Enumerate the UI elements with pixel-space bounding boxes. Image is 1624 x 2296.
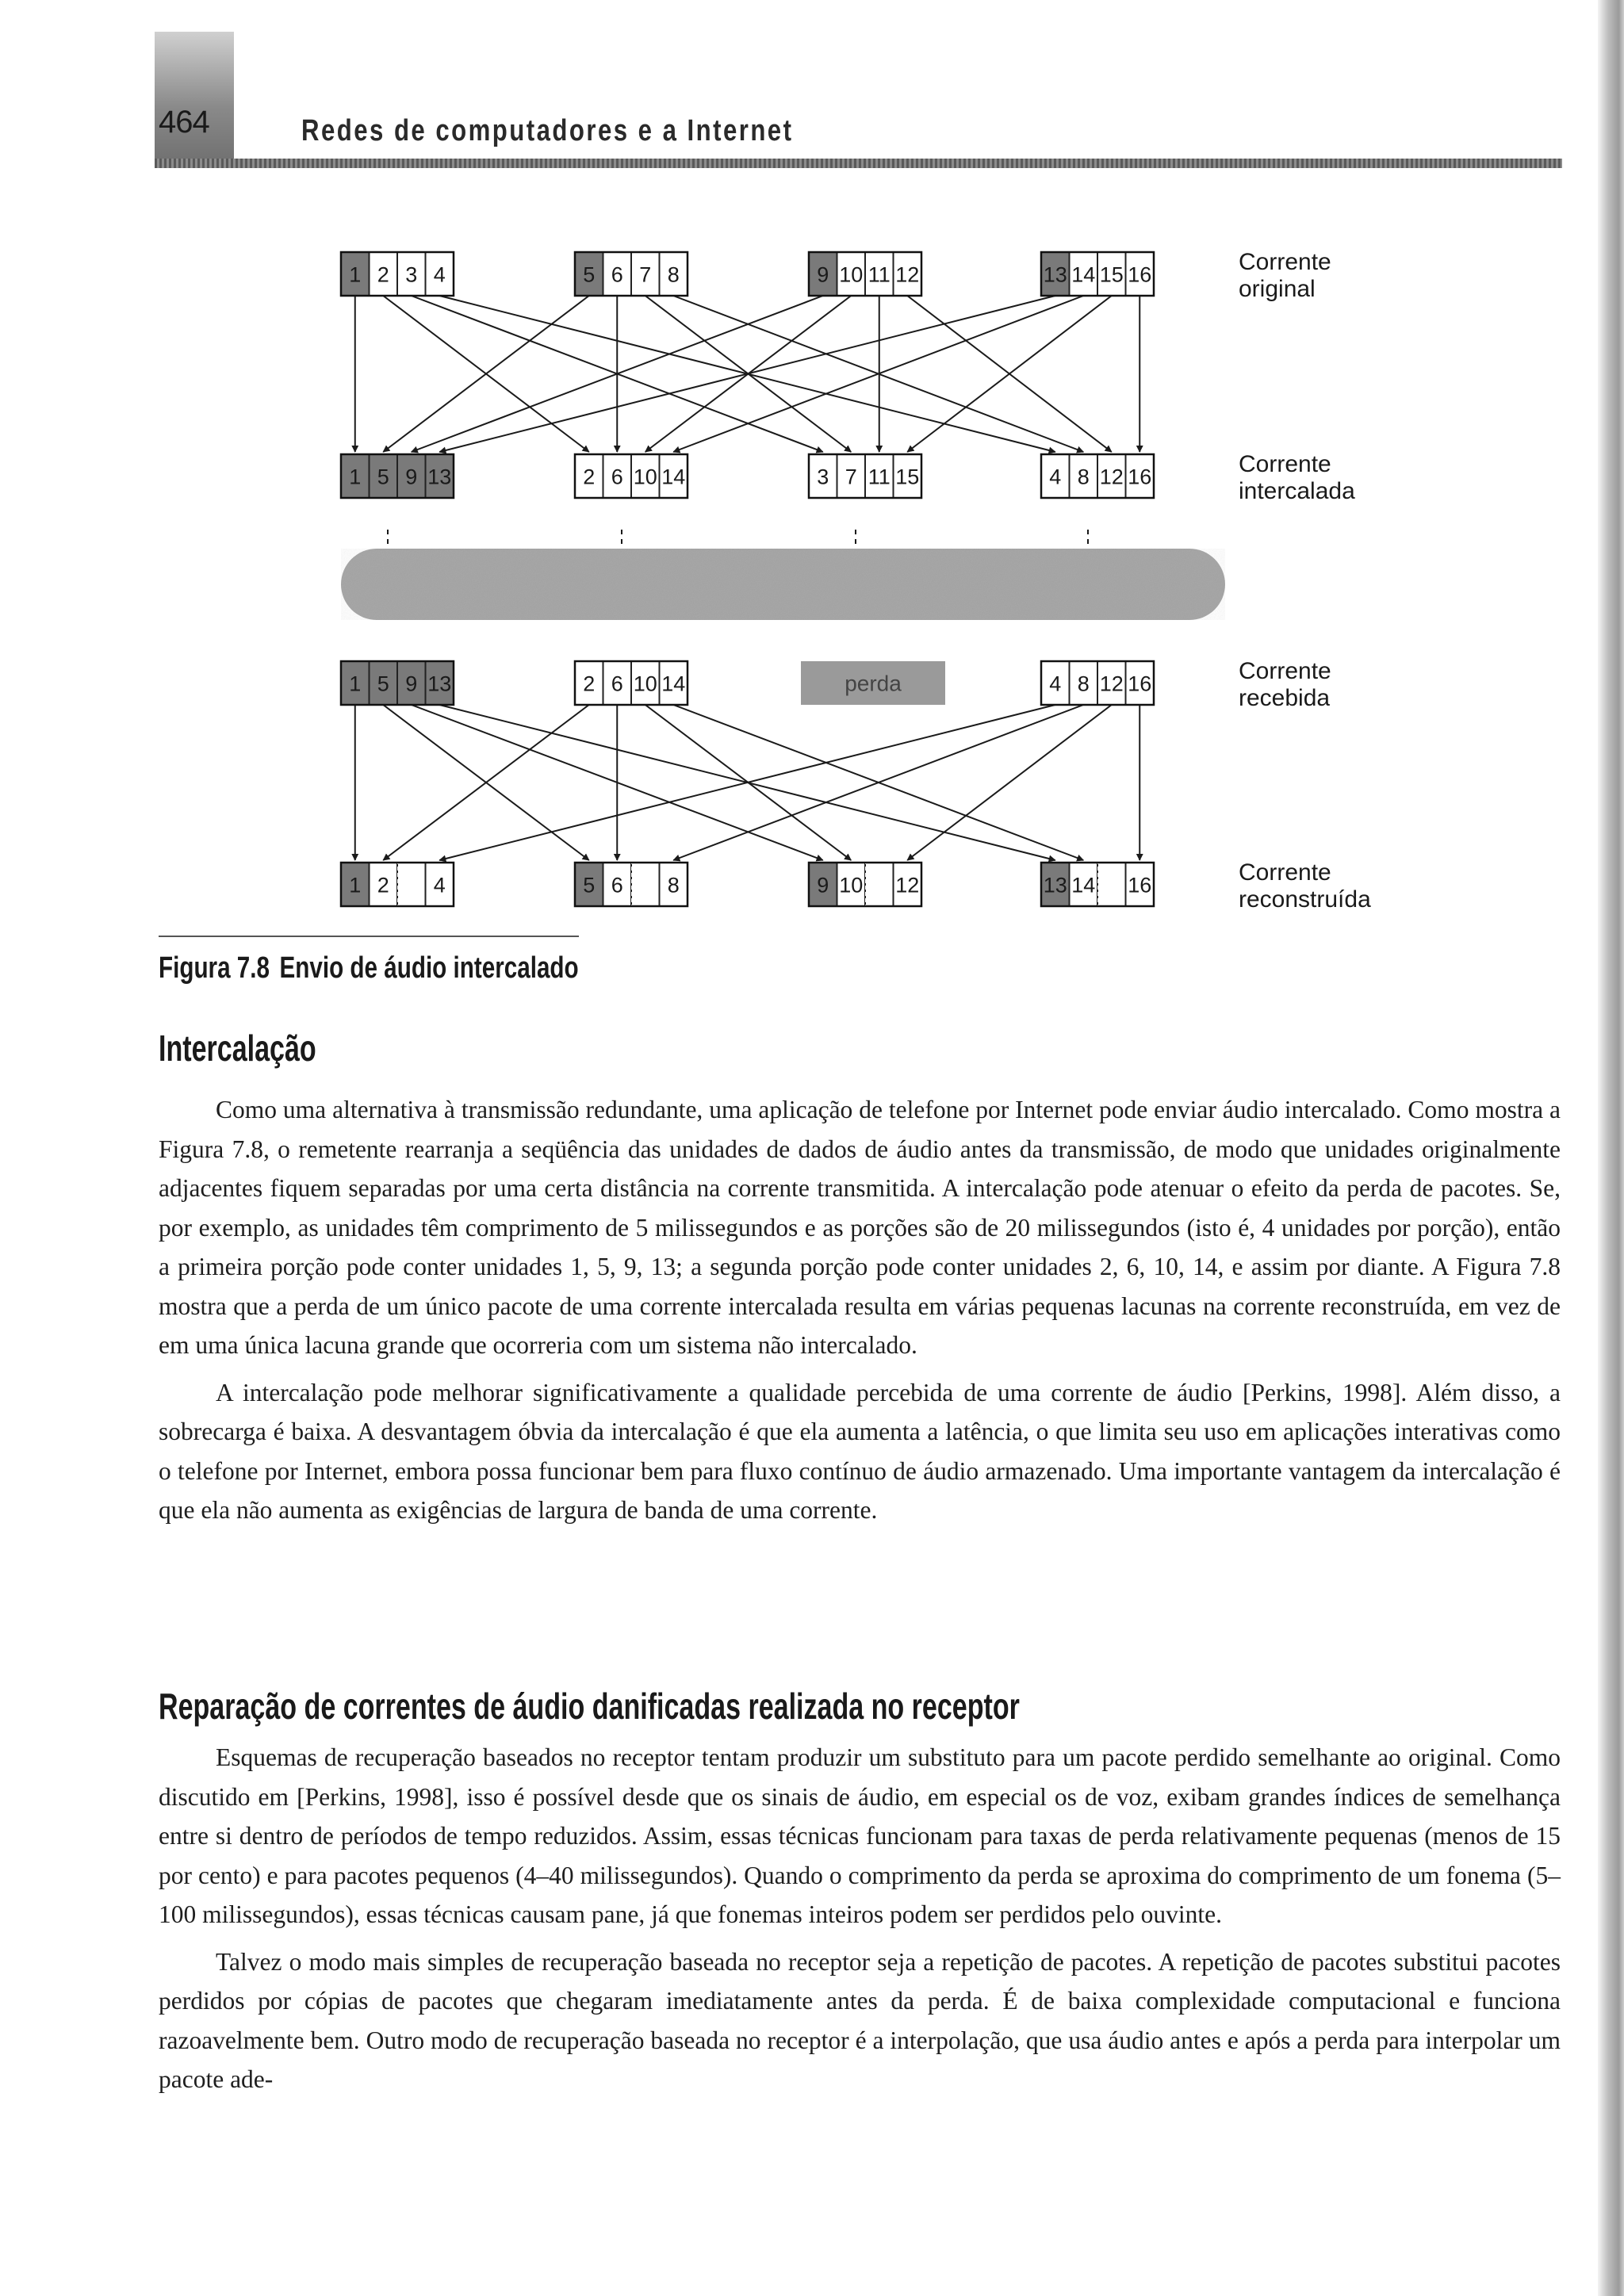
data-unit-label: 14 xyxy=(661,672,686,696)
data-unit-label: 6 xyxy=(611,262,623,287)
row-label-line1: Corrente xyxy=(1239,658,1331,684)
figure-caption-rule xyxy=(159,936,579,937)
row-label-line2: intercalada xyxy=(1239,478,1355,504)
data-unit-label: 8 xyxy=(667,873,680,897)
data-unit-label: 13 xyxy=(1043,873,1067,897)
data-unit-label: 16 xyxy=(1128,465,1152,489)
paragraph: Talvez o modo mais simples de recuperação baseada no receptor seja a repetição de pacotes. A repetição de pacotes substitui pacotes perdidos por cópias de pacotes que chegaram imediatamente antes da perda. É de baixa complexidade computacional e funciona razoavelmente bem. Outro modo de recuperação baseada no receptor é a interpolação, que usa áudio antes e após a perda para interpolar um pacote ade- xyxy=(159,1947,1561,2093)
data-unit-label: 10 xyxy=(633,465,657,489)
data-unit-label: 16 xyxy=(1128,672,1152,696)
data-unit-label: 12 xyxy=(1099,465,1124,489)
loss-label: perda xyxy=(845,671,902,696)
data-unit-label: 12 xyxy=(895,262,920,287)
data-unit-label: 2 xyxy=(583,672,596,696)
data-unit-label: 4 xyxy=(1049,465,1062,489)
data-unit-label: 9 xyxy=(405,465,418,489)
data-unit-label: 2 xyxy=(377,262,389,287)
interleave-arrow xyxy=(907,705,1112,860)
data-unit-label: 8 xyxy=(667,262,680,287)
data-unit-label: 3 xyxy=(817,465,829,489)
data-unit-label: 7 xyxy=(639,262,652,287)
data-unit-label: 5 xyxy=(583,262,596,287)
network-channel-band xyxy=(341,549,1225,620)
data-unit-label: 7 xyxy=(845,465,857,489)
data-unit-label: 14 xyxy=(661,465,686,489)
data-unit-label: 4 xyxy=(433,873,446,897)
row-label-line1: Corrente xyxy=(1239,451,1331,477)
data-unit-label: 11 xyxy=(868,465,891,489)
data-unit-label: 8 xyxy=(1077,465,1090,489)
row-label-line2: recebida xyxy=(1239,685,1331,711)
data-unit-label: 1 xyxy=(349,873,362,897)
figure-caption xyxy=(159,951,653,985)
row-label-line2: reconstruída xyxy=(1239,886,1371,913)
data-unit-label: 13 xyxy=(1043,262,1067,287)
data-unit-label: 12 xyxy=(895,873,920,897)
section-body-reparacao xyxy=(159,1738,1561,2107)
data-unit-label: 4 xyxy=(1049,672,1062,696)
data-unit-label: 14 xyxy=(1071,873,1096,897)
data-unit-label: 16 xyxy=(1128,873,1152,897)
running-title: Redes de computadores e a Internet xyxy=(301,114,794,147)
row-label-line1: Corrente xyxy=(1239,859,1331,886)
data-unit-label: 15 xyxy=(895,465,920,489)
data-unit-label: 10 xyxy=(839,262,864,287)
missing-unit-cell xyxy=(865,863,894,906)
data-unit-label: 2 xyxy=(583,465,596,489)
data-unit-label: 6 xyxy=(611,465,623,489)
data-unit-label: 1 xyxy=(349,262,362,287)
data-unit-label: 11 xyxy=(868,262,891,287)
data-unit-label: 13 xyxy=(427,465,452,489)
data-unit-label: 3 xyxy=(405,262,418,287)
figure-caption-title: Envio de áudio intercalado xyxy=(279,951,579,985)
data-unit-label: 9 xyxy=(817,873,829,897)
data-unit-label: 2 xyxy=(377,873,389,897)
page-number: 464 xyxy=(159,105,209,140)
data-unit-label: 5 xyxy=(377,672,389,696)
row-label-line1: Corrente xyxy=(1239,249,1331,275)
paragraph: A intercalação pode melhorar significativamente a qualidade percebida de uma corrente de áudio [Perkins, 1998]. Além disso, a sobrecarga é baixa. A desvantagem óbvia da intercalação é que ela aumenta a latência, o que limita seu uso em aplicações interativas como o telefone por Internet, embora possa funcionar bem para fluxo contínuo de áudio armazenado. Uma importante vantagem da intercalação é que ela não aumenta as exigências de largura de banda de uma corrente. xyxy=(159,1378,1561,1524)
data-unit-label: 6 xyxy=(611,672,623,696)
figure-caption-label: Figura 7.8 xyxy=(159,951,270,985)
data-unit-label: 10 xyxy=(633,672,657,696)
data-unit-label: 15 xyxy=(1099,262,1124,287)
data-unit-label: 14 xyxy=(1071,262,1096,287)
data-unit-label: 1 xyxy=(349,465,362,489)
row-label-line2: original xyxy=(1239,276,1316,302)
section-body-intercalacao xyxy=(159,1090,1561,1538)
data-unit-label: 4 xyxy=(433,262,446,287)
data-unit-label: 9 xyxy=(405,672,418,696)
figure-diagram xyxy=(0,0,1624,936)
missing-unit-cell xyxy=(631,863,660,906)
data-unit-label: 6 xyxy=(611,873,623,897)
data-unit-label: 12 xyxy=(1099,672,1124,696)
section-heading-intercalacao: Intercalação xyxy=(159,1027,316,1069)
data-unit-label: 16 xyxy=(1128,262,1152,287)
data-unit-label: 9 xyxy=(817,262,829,287)
data-unit-label: 1 xyxy=(349,672,362,696)
paragraph: Como uma alternativa à transmissão redundante, uma aplicação de telefone por Internet pode enviar áudio intercalado. Como mostra a Figura 7.8, o remetente rearranja a seqüência das unidades de dados de áudio antes da transmissão, de modo que unidades originalmente adjacentes fiquem separadas por uma certa distância na corrente transmitida. A intercalação pode atenuar o efeito da perda de pacotes. Se, por exemplo, as unidades têm comprimento de 5 milissegundos e as porções são de 20 milissegundos (isto é, 4 unidades por porção), então a primeira porção pode conter unidades 1, 5, 9, 13; a segunda porção pode conter unidades 2, 6, 10, 14, e assim por diante. A Figura 7.8 mostra que a perda de um único pacote de uma corrente intercalada resulta em várias pequenas lacunas na corrente reconstruída, em vez de em uma única lacuna grande que ocorreria com um sistema não intercalado. xyxy=(159,1096,1561,1359)
paragraph: Esquemas de recuperação baseados no receptor tentam produzir um substituto para um pacote perdido semelhante ao original. Como discutido em [Perkins, 1998], isso é possível desde que os sinais de áudio, em especial os de voz, exibam grandes índices de semelhança entre si dentro de períodos de tempo reduzidos. Assim, essas técnicas funcionam para taxas de perda relativamente pequenas (menos de 15 por cento) e para pacotes pequenos (4–40 milissegundos). Quando o comprimento da perda se aproxima do comprimento de um fonema (5–100 milissegundos), essas técnicas causam pane, já que fonemas inteiros podem ser perdidos pelo ouvinte. xyxy=(159,1743,1561,1928)
data-unit-label: 5 xyxy=(377,465,389,489)
data-unit-label: 5 xyxy=(583,873,596,897)
data-unit-label: 10 xyxy=(839,873,864,897)
section-heading-reparacao: Reparação de correntes de áudio danificadas realizada no receptor xyxy=(159,1686,1020,1727)
data-unit-label: 13 xyxy=(427,672,452,696)
data-unit-label: 8 xyxy=(1077,672,1090,696)
missing-unit-cell xyxy=(397,863,426,906)
missing-unit-cell xyxy=(1097,863,1126,906)
